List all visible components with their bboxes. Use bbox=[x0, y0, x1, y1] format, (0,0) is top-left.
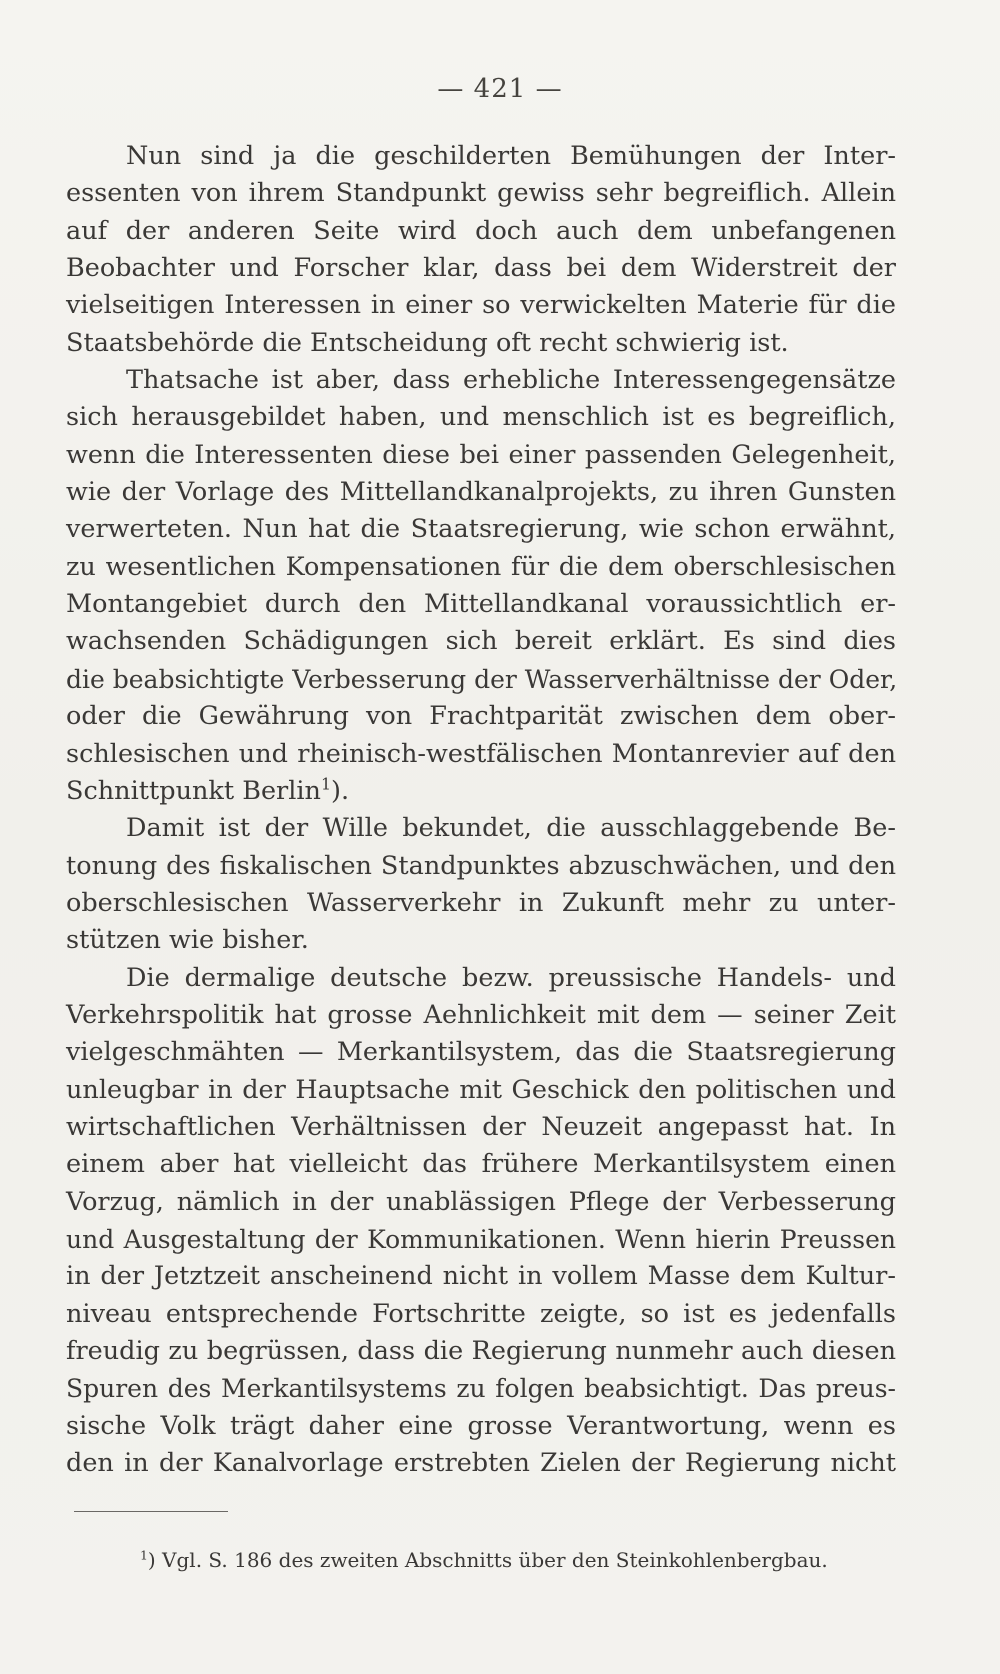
text-line-content: oder die Gewährung von Frachtparität zwischen dem ober- bbox=[66, 701, 896, 732]
text-line bbox=[66, 213, 896, 250]
text-line bbox=[66, 698, 896, 735]
text-line bbox=[66, 1146, 896, 1183]
text-line-content: Vorzug, nämlich in der unablässigen Pflege der Verbesserung bbox=[66, 1186, 896, 1217]
text-line-content: den in der Kanalvorlage erstrebten Zielen der Regierung nicht bbox=[66, 1448, 896, 1479]
text-line bbox=[66, 549, 896, 586]
text-line bbox=[66, 511, 896, 548]
text-line-content: oberschlesischen Wasserverkehr in Zukunft mehr zu unter- bbox=[66, 887, 896, 918]
text-line-content: stützen wie bisher. bbox=[66, 925, 309, 956]
text-line bbox=[66, 1072, 896, 1109]
text-line bbox=[66, 1221, 896, 1258]
text-line bbox=[66, 661, 896, 698]
text-line-content: wachsenden Schädigungen sich bereit erklärt. Es sind dies bbox=[66, 626, 896, 657]
text-line bbox=[66, 922, 896, 959]
text-line-content: verwerteten. Nun hat die Staatsregierung, wie schon erwähnt, bbox=[66, 514, 896, 545]
text-line-content: Beobachter und Forscher klar, dass bei dem Widerstreit der bbox=[66, 253, 896, 284]
text-line-content: schlesischen und rheinisch-westfälischen Montanrevier auf den bbox=[66, 738, 896, 769]
text-line-content: Thatsache ist aber, dass erhebliche Interessengegensätze bbox=[126, 365, 896, 396]
footnote-marker: 1 bbox=[140, 1547, 148, 1563]
footnote-separator bbox=[74, 1511, 228, 1512]
footnote bbox=[140, 1548, 828, 1572]
text-line bbox=[66, 138, 896, 175]
text-line bbox=[66, 810, 896, 847]
text-line bbox=[66, 1258, 896, 1295]
text-line bbox=[66, 1445, 896, 1482]
text-line bbox=[66, 1184, 896, 1221]
text-line-content: und Ausgestaltung der Kommunikationen. Wenn hierin Preussen bbox=[66, 1224, 896, 1254]
text-line-content: Montangebiet durch den Mittellandkanal voraussichtlich er- bbox=[66, 589, 896, 620]
text-line bbox=[66, 474, 896, 511]
text-line-content: die beabsichtigte Verbesserung der Wasserverhältnisse der Oder, bbox=[66, 664, 898, 694]
text-line bbox=[66, 399, 896, 436]
text-line-content: Spuren des Merkantilsystems zu folgen beabsichtigt. Das preus- bbox=[66, 1374, 896, 1404]
footnote-reference: 1 bbox=[320, 774, 332, 794]
text-line bbox=[66, 848, 896, 885]
text-line bbox=[66, 736, 896, 773]
text-line-content: wenn die Interessenten diese bei einer passenden Gelegenheit, bbox=[66, 439, 896, 470]
text-line bbox=[66, 1408, 896, 1445]
text-line bbox=[66, 623, 896, 660]
text-line-content: auf der anderen Seite wird doch auch dem unbefangenen bbox=[66, 215, 896, 246]
text-line-content: Damit ist der Wille bekundet, die ausschlaggebende Be- bbox=[126, 813, 896, 844]
text-line-content: unleugbar in der Hauptsache mit Geschick den politischen und bbox=[66, 1074, 896, 1105]
text-line bbox=[66, 960, 896, 997]
text-line bbox=[66, 287, 896, 324]
text-line-content: vielgeschmähten — Merkantilsystem, das die Staatsregierung bbox=[66, 1037, 896, 1068]
text-line-content: zu wesentlichen Kompensationen für die dem oberschlesischen bbox=[66, 551, 896, 582]
text-line-content: in der Jetztzeit anscheinend nicht in vollem Masse dem Kultur- bbox=[66, 1261, 896, 1292]
text-line-content: Nun sind ja die geschilderten Bemühungen der Inter- bbox=[126, 141, 896, 171]
text-line bbox=[66, 1034, 896, 1071]
text-line-content: tonung des fiskalischen Standpunktes abzuschwächen, und den bbox=[66, 850, 896, 881]
page-number: — 421 — bbox=[437, 74, 563, 104]
text-line-content: Staatsbehörde die Entscheidung oft recht schwierig ist. bbox=[66, 327, 789, 358]
text-line-content: einem aber hat vielleicht das frühere Merkantilsystem einen bbox=[66, 1149, 896, 1180]
text-line bbox=[66, 997, 896, 1034]
text-line-tail: ). bbox=[331, 775, 350, 806]
text-line-content: Schnittpunkt Berlin bbox=[66, 775, 321, 806]
text-line-content: niveau entsprechende Fortschritte zeigte, so ist es jedenfalls bbox=[66, 1298, 896, 1329]
body-text bbox=[66, 138, 896, 1482]
text-line bbox=[66, 175, 896, 212]
text-line-content: sich herausgebildet haben, und menschlich ist es begreiflich, bbox=[66, 402, 896, 433]
text-line bbox=[66, 1370, 896, 1407]
text-line-content: vielseitigen Interessen in einer so verwickelten Materie für die bbox=[66, 290, 896, 321]
text-line bbox=[66, 1296, 896, 1333]
footnote-text: ) Vgl. S. 186 des zweiten Abschnitts über den Steinkohlenbergbau. bbox=[147, 1548, 828, 1572]
text-line-content: wie der Vorlage des Mittellandkanalprojekts, zu ihren Gunsten bbox=[66, 477, 896, 508]
text-line bbox=[66, 773, 896, 810]
text-line-content: essenten von ihrem Standpunkt gewiss sehr begreiflich. Allein bbox=[66, 178, 896, 209]
text-line-content: sische Volk trägt daher eine grosse Verantwortung, wenn es bbox=[66, 1410, 896, 1441]
text-line bbox=[66, 1333, 896, 1370]
text-line bbox=[66, 586, 896, 623]
text-line-content: wirtschaftlichen Verhältnissen der Neuzeit angepasst hat. In bbox=[66, 1111, 896, 1142]
text-line bbox=[66, 362, 896, 399]
text-line bbox=[66, 885, 896, 922]
text-line-content: freudig zu begrüssen, dass die Regierung nunmehr auch diesen bbox=[66, 1336, 896, 1366]
text-line-content: Verkehrspolitik hat grosse Aehnlichkeit mit dem — seiner Zeit bbox=[66, 999, 896, 1030]
text-line bbox=[66, 1109, 896, 1146]
text-line bbox=[66, 325, 896, 362]
text-line-content: Die dermalige deutsche bezw. preussische Handels- und bbox=[126, 962, 896, 993]
text-line bbox=[66, 250, 896, 287]
text-line bbox=[66, 437, 896, 474]
